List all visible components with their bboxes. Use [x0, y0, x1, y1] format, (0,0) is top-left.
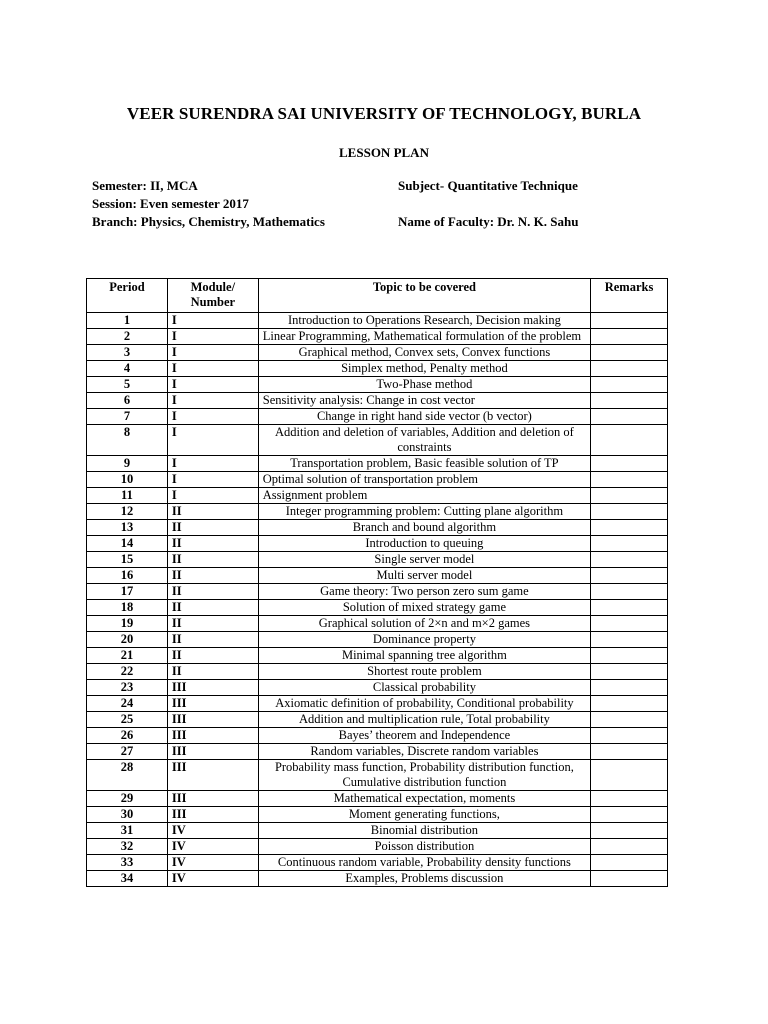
remarks-cell: [591, 504, 668, 520]
table-row: [87, 728, 668, 744]
remarks-header: Remarks: [591, 279, 668, 313]
topic-cell: Introduction to Operations Research, Decision making: [258, 313, 590, 329]
topic-cell: Probability mass function, Probability distribution function, Cumulative distribution function: [258, 760, 590, 791]
university-title: VEER SURENDRA SAI UNIVERSITY OF TECHNOLOGY, BURLA: [126, 104, 642, 123]
faculty-label: Name of Faculty: Dr. N. K. Sahu: [398, 214, 579, 229]
remarks-cell: [591, 648, 668, 664]
table-row: [87, 552, 668, 568]
remarks-cell: [591, 409, 668, 425]
period-cell: 1: [87, 313, 168, 329]
topic-cell: Single server model: [258, 552, 590, 568]
table-row: [87, 472, 668, 488]
topic-cell: Dominance property: [258, 632, 590, 648]
subject-label: Subject- Quantitative Technique: [398, 178, 578, 193]
remarks-cell: [591, 871, 668, 887]
table-row: [87, 696, 668, 712]
period-cell: 10: [87, 472, 168, 488]
module-cell: I: [167, 409, 258, 425]
topic-cell: Bayes’ theorem and Independence: [258, 728, 590, 744]
session-label: Session: Even semester 2017: [92, 196, 249, 211]
period-cell: 24: [87, 696, 168, 712]
document-title: LESSON PLAN: [339, 145, 429, 160]
module-cell: I: [167, 329, 258, 345]
remarks-cell: [591, 616, 668, 632]
module-cell: IV: [167, 839, 258, 855]
topic-cell: Mathematical expectation, moments: [258, 791, 590, 807]
period-cell: 6: [87, 393, 168, 409]
remarks-cell: [591, 855, 668, 871]
table-row: [87, 361, 668, 377]
remarks-cell: [591, 744, 668, 760]
table-row: [87, 393, 668, 409]
remarks-cell: [591, 632, 668, 648]
period-cell: 34: [87, 871, 168, 887]
module-cell: IV: [167, 855, 258, 871]
module-cell: III: [167, 712, 258, 728]
remarks-cell: [591, 472, 668, 488]
remarks-cell: [591, 600, 668, 616]
semester-label: Semester: II, MCA: [92, 178, 198, 193]
period-cell: 3: [87, 345, 168, 361]
remarks-cell: [591, 488, 668, 504]
period-cell: 30: [87, 807, 168, 823]
period-cell: 21: [87, 648, 168, 664]
table-row: [87, 871, 668, 887]
period-cell: 13: [87, 520, 168, 536]
remarks-cell: [591, 584, 668, 600]
remarks-cell: [591, 425, 668, 456]
remarks-cell: [591, 313, 668, 329]
remarks-cell: [591, 568, 668, 584]
table-row: [87, 744, 668, 760]
table-header-row: [87, 279, 668, 313]
topic-cell: Simplex method, Penalty method: [258, 361, 590, 377]
remarks-cell: [591, 377, 668, 393]
period-cell: 32: [87, 839, 168, 855]
module-cell: I: [167, 488, 258, 504]
module-cell: II: [167, 632, 258, 648]
remarks-cell: [591, 807, 668, 823]
period-cell: 27: [87, 744, 168, 760]
module-header-line1: Module/: [190, 280, 236, 294]
subject-info: [398, 177, 578, 231]
module-cell: II: [167, 552, 258, 568]
spacer: [398, 195, 578, 213]
table-row: [87, 632, 668, 648]
period-cell: 4: [87, 361, 168, 377]
period-cell: 15: [87, 552, 168, 568]
remarks-cell: [591, 823, 668, 839]
period-cell: 14: [87, 536, 168, 552]
module-cell: I: [167, 456, 258, 472]
table-row: [87, 504, 668, 520]
period-cell: 18: [87, 600, 168, 616]
table-row: [87, 600, 668, 616]
topic-cell: Graphical method, Convex sets, Convex functions: [258, 345, 590, 361]
table-row: [87, 839, 668, 855]
period-cell: 11: [87, 488, 168, 504]
remarks-cell: [591, 728, 668, 744]
period-cell: 20: [87, 632, 168, 648]
lesson-plan-table: [86, 278, 668, 887]
table-row: [87, 313, 668, 329]
table-row: [87, 807, 668, 823]
topic-cell: Transportation problem, Basic feasible solution of TP: [258, 456, 590, 472]
topic-cell: Solution of mixed strategy game: [258, 600, 590, 616]
module-cell: III: [167, 807, 258, 823]
module-cell: III: [167, 791, 258, 807]
topic-cell: Continuous random variable, Probability density functions: [258, 855, 590, 871]
period-cell: 31: [87, 823, 168, 839]
module-header-line2: Number: [190, 295, 236, 309]
remarks-cell: [591, 760, 668, 791]
topic-cell: Sensitivity analysis: Change in cost vector: [258, 393, 590, 409]
table-row: [87, 488, 668, 504]
table-row: [87, 568, 668, 584]
remarks-cell: [591, 791, 668, 807]
module-cell: I: [167, 472, 258, 488]
period-cell: 8: [87, 425, 168, 456]
remarks-cell: [591, 552, 668, 568]
module-cell: I: [167, 345, 258, 361]
table-row: [87, 377, 668, 393]
table-row: [87, 345, 668, 361]
topic-cell: Poisson distribution: [258, 839, 590, 855]
remarks-cell: [591, 456, 668, 472]
topic-cell: Linear Programming, Mathematical formulation of the problem: [258, 329, 590, 345]
module-cell: I: [167, 425, 258, 456]
remarks-cell: [591, 520, 668, 536]
module-cell: III: [167, 744, 258, 760]
topic-cell: Axiomatic definition of probability, Conditional probability: [258, 696, 590, 712]
module-cell: II: [167, 664, 258, 680]
module-cell: I: [167, 361, 258, 377]
topic-cell: Two-Phase method: [258, 377, 590, 393]
period-cell: 7: [87, 409, 168, 425]
table-row: [87, 664, 668, 680]
table-row: [87, 823, 668, 839]
remarks-cell: [591, 361, 668, 377]
table-row: [87, 791, 668, 807]
table-row: [87, 456, 668, 472]
table-row: [87, 760, 668, 791]
period-cell: 5: [87, 377, 168, 393]
topic-cell: Random variables, Discrete random variables: [258, 744, 590, 760]
topic-cell: Multi server model: [258, 568, 590, 584]
module-cell: II: [167, 616, 258, 632]
module-cell: IV: [167, 871, 258, 887]
remarks-cell: [591, 680, 668, 696]
topic-cell: Addition and multiplication rule, Total probability: [258, 712, 590, 728]
period-cell: 26: [87, 728, 168, 744]
remarks-cell: [591, 712, 668, 728]
table-row: [87, 680, 668, 696]
module-cell: IV: [167, 823, 258, 839]
topic-cell: Introduction to queuing: [258, 536, 590, 552]
module-cell: II: [167, 520, 258, 536]
table-row: [87, 584, 668, 600]
topic-cell: Change in right hand side vector (b vector): [258, 409, 590, 425]
topic-cell: Graphical solution of 2×n and m×2 games: [258, 616, 590, 632]
course-info: [92, 177, 325, 231]
period-cell: 23: [87, 680, 168, 696]
period-cell: 29: [87, 791, 168, 807]
table-row: [87, 409, 668, 425]
module-cell: III: [167, 696, 258, 712]
module-cell: II: [167, 504, 258, 520]
period-cell: 2: [87, 329, 168, 345]
period-cell: 33: [87, 855, 168, 871]
topic-cell: Branch and bound algorithm: [258, 520, 590, 536]
topic-cell: Classical probability: [258, 680, 590, 696]
period-cell: 9: [87, 456, 168, 472]
module-cell: I: [167, 377, 258, 393]
topic-cell: Shortest route problem: [258, 664, 590, 680]
module-cell: III: [167, 680, 258, 696]
topic-cell: Integer programming problem: Cutting plane algorithm: [258, 504, 590, 520]
table-row: [87, 855, 668, 871]
topic-cell: Optimal solution of transportation problem: [258, 472, 590, 488]
module-cell: I: [167, 313, 258, 329]
period-cell: 25: [87, 712, 168, 728]
topic-cell: Examples, Problems discussion: [258, 871, 590, 887]
period-cell: 22: [87, 664, 168, 680]
remarks-cell: [591, 664, 668, 680]
period-cell: 19: [87, 616, 168, 632]
module-cell: III: [167, 728, 258, 744]
period-cell: 28: [87, 760, 168, 791]
remarks-cell: [591, 839, 668, 855]
topic-cell: Moment generating functions,: [258, 807, 590, 823]
topic-header: Topic to be covered: [258, 279, 590, 313]
topic-cell: Binomial distribution: [258, 823, 590, 839]
remarks-cell: [591, 345, 668, 361]
period-header: Period: [87, 279, 168, 313]
table-row: [87, 425, 668, 456]
module-cell: II: [167, 584, 258, 600]
topic-cell: Addition and deletion of variables, Addition and deletion of constraints: [258, 425, 590, 456]
table-row: [87, 712, 668, 728]
remarks-cell: [591, 696, 668, 712]
period-cell: 16: [87, 568, 168, 584]
period-cell: 17: [87, 584, 168, 600]
table-row: [87, 616, 668, 632]
module-cell: III: [167, 760, 258, 791]
table-row: [87, 329, 668, 345]
table-row: [87, 520, 668, 536]
branch-label: Branch: Physics, Chemistry, Mathematics: [92, 214, 325, 229]
remarks-cell: [591, 393, 668, 409]
remarks-cell: [591, 329, 668, 345]
module-cell: II: [167, 536, 258, 552]
module-cell: II: [167, 568, 258, 584]
topic-cell: Minimal spanning tree algorithm: [258, 648, 590, 664]
topic-cell: Game theory: Two person zero sum game: [258, 584, 590, 600]
module-header: [167, 279, 258, 313]
remarks-cell: [591, 536, 668, 552]
module-cell: I: [167, 393, 258, 409]
table-row: [87, 536, 668, 552]
table-row: [87, 648, 668, 664]
module-cell: II: [167, 648, 258, 664]
topic-cell: Assignment problem: [258, 488, 590, 504]
module-cell: II: [167, 600, 258, 616]
period-cell: 12: [87, 504, 168, 520]
